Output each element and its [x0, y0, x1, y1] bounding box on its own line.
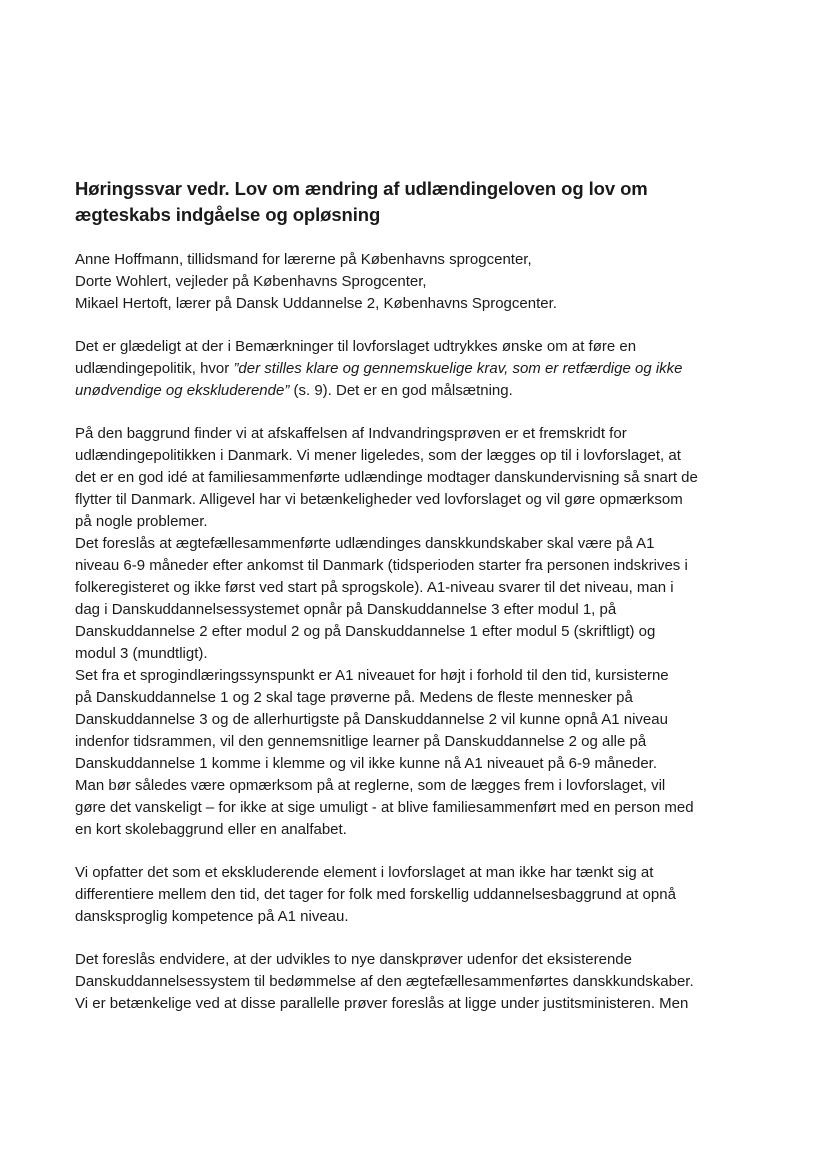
paragraph-line: på Danskuddannelse 1 og 2 skal tage prøverne på. Medens de fleste mennesker på [75, 689, 633, 706]
paragraph-new-tests [75, 949, 785, 1015]
author-line: Mikael Hertoft, lærer på Dansk Uddannelse 2, Københavns Sprogcenter. [75, 295, 557, 312]
paragraph-line: flytter til Danmark. Alligevel har vi betænkeligheder ved lovforslaget og vil gøre opmærksom [75, 491, 683, 508]
paragraph-line [75, 380, 785, 402]
paragraph-line: Det er glædeligt at der i Bemærkninger til lovforslaget udtrykkes ønske om at føre en [75, 338, 637, 355]
paragraph-line: Det foreslås at ægtefællesammenførte udlændinges danskkundskaber skal være på A1 [75, 535, 655, 552]
paragraph-line: Vi er betænkelige ved at disse parallelle prøver foreslås at ligge under justitsministeren. Men [75, 995, 689, 1012]
paragraph-line: dansksproglig kompetence på A1 niveau. [75, 908, 349, 925]
paragraph-exclusion [75, 862, 785, 928]
quotation: unødvendige og ekskluderende” [75, 382, 290, 399]
paragraph-line: på nogle problemer. [75, 513, 208, 530]
paragraph-background [75, 423, 785, 533]
paragraph-line: Danskuddannelse 1 komme i klemme og vil ikke kunne nå A1 niveauet på 6-9 måneder. [75, 755, 658, 772]
paragraph-line: gøre det vanskeligt – for ikke at sige umuligt - at blive familiesammenført med en person med [75, 799, 694, 816]
paragraph-line: det er en god idé at familiesammenførte udlændinge modtager danskundervisning så snart de [75, 469, 698, 486]
paragraph-line: Vi opfatter det som et ekskluderende element i lovforslaget at man ikke har tænkt sig at [75, 864, 654, 881]
author-list [75, 249, 785, 315]
paragraph-line: differentiere mellem den tid, det tager for folk med forskellig uddannelsesbaggrund at opnå [75, 886, 676, 903]
paragraph-line: indenfor tidsrammen, vil den gennemsnitlige learner på Danskuddannelse 2 og alle på [75, 733, 647, 750]
text-run: udlændingepolitik, hvor [75, 360, 234, 377]
text-run: (s. 9). Det er en god målsætning. [289, 382, 513, 399]
paragraph-a1-requirement [75, 533, 785, 665]
paragraph-language-learning [75, 665, 785, 841]
document-page [75, 176, 785, 1015]
paragraph-line: en kort skolebaggrund eller en analfabet. [75, 821, 347, 838]
paragraph-line: niveau 6-9 måneder efter ankomst til Danmark (tidsperioden starter fra personen indskrives i [75, 557, 688, 574]
paragraph-line: Danskuddannelse 2 efter modul 2 og på Danskuddannelse 1 efter modul 5 (skriftligt) og [75, 623, 656, 640]
paragraph-line [75, 358, 785, 380]
paragraph-line: dag i Danskuddannelsessystemet opnår på Danskuddannelse 3 efter modul 1, på [75, 601, 617, 618]
paragraph-line: Set fra et sprogindlæringssynspunkt er A1 niveauet for højt i forhold til den tid, kursisterne [75, 667, 669, 684]
paragraph-intro [75, 336, 785, 402]
paragraph-line: Danskuddannelse 3 og de allerhurtigste på Danskuddannelse 2 vil kunne opnå A1 niveau [75, 711, 668, 728]
quotation: ”der stilles klare og gennemskuelige krav, som er retfærdige og ikke [233, 360, 683, 377]
author-line: Anne Hoffmann, tillidsmand for lærerne på Københavns sprogcenter, [75, 251, 532, 268]
title-line: Høringssvar vedr. Lov om ændring af udlændingeloven og lov om [75, 178, 648, 199]
paragraph-line: Det foreslås endvidere, at der udvikles to nye danskprøver udenfor det eksisterende [75, 951, 632, 968]
document-title [75, 176, 785, 228]
title-line: ægteskabs indgåelse og opløsning [75, 204, 381, 225]
paragraph-line: folkeregisteret og ikke først ved start på sprogskole). A1-niveau svarer til det niveau, man i [75, 579, 674, 596]
paragraph-line: Man bør således være opmærksom på at reglerne, som de lægges frem i lovforslaget, vil [75, 777, 666, 794]
paragraph-line: Danskuddannelsessystem til bedømmelse af den ægtefællesammenførtes danskkundskaber. [75, 973, 694, 990]
paragraph-line: udlændingepolitikken i Danmark. Vi mener ligeledes, som der lægges op til i lovforslaget, at [75, 447, 681, 464]
paragraph-line: modul 3 (mundtligt). [75, 645, 208, 662]
author-line: Dorte Wohlert, vejleder på Københavns Sprogcenter, [75, 273, 427, 290]
paragraph-line: På den baggrund finder vi at afskaffelsen af Indvandringsprøven er et fremskridt for [75, 425, 627, 442]
